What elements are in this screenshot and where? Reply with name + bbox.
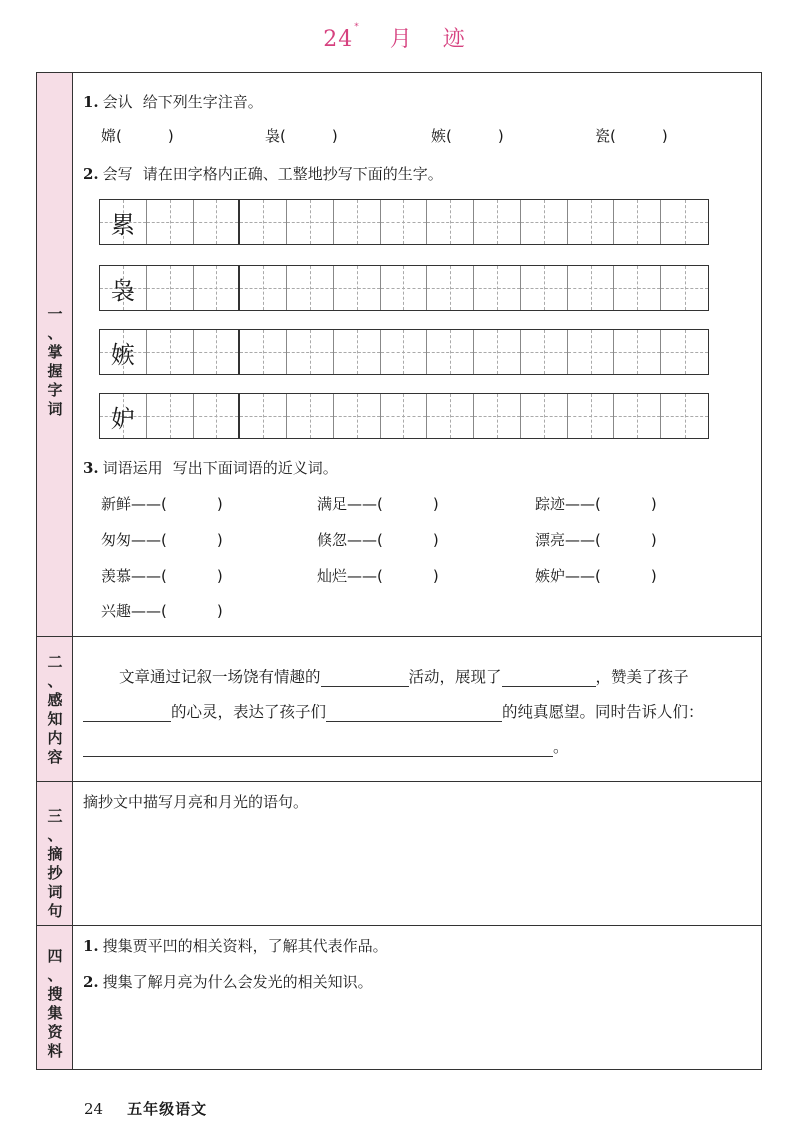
summary-line-2: 的心灵，表达了孩子们 的纯真愿望。同时告诉人们： <box>83 700 704 722</box>
blank-field[interactable] <box>321 670 409 687</box>
synonym-item: 踪迹——( ) <box>535 495 657 513</box>
blank-field[interactable] <box>326 705 502 722</box>
tianzige-row <box>99 265 709 311</box>
synonym-item: 兴趣——( ) <box>101 602 223 620</box>
lesson-title <box>0 22 800 53</box>
model-char: 妒 <box>110 404 135 433</box>
section-3-label: 三 、 摘 抄 词 句 <box>47 807 63 920</box>
tianzige-row <box>99 199 709 245</box>
section-1-label: 一 、 掌 握 字 词 <box>47 305 63 418</box>
worksheet-frame <box>36 72 762 1070</box>
research-item-2: 2. 搜集了解月亮为什么会发光的相关知识。 <box>83 973 373 991</box>
blank-field[interactable] <box>83 705 171 722</box>
section-4-label: 四 、 搜 集 资 料 <box>47 947 63 1060</box>
subject-label: 五年级语文 <box>127 1100 208 1118</box>
section-sidebar <box>37 73 73 1069</box>
question-1: 1. 会认 给下列生字注音。 <box>83 93 263 111</box>
research-item-1: 1. 搜集贾平凹的相关资料，了解其代表作品。 <box>83 937 388 955</box>
tianzige-row <box>99 329 709 375</box>
summary-line-1: 文章通过记叙一场饶有情趣的 活动，展现了 ，赞美了孩子 <box>119 668 689 686</box>
blank-field[interactable] <box>502 670 596 687</box>
page-number: 24 <box>84 1100 104 1118</box>
synonym-item: 羡慕——( ) <box>101 567 223 585</box>
summary-line-3: 。 <box>83 735 569 757</box>
excerpt-prompt: 摘抄文中描写月亮和月光的语句。 <box>83 793 309 811</box>
model-char: 累 <box>110 210 135 239</box>
lesson-number: 24 <box>323 27 354 52</box>
tianzige-row <box>99 393 709 439</box>
synonym-item: 新鲜——( ) <box>101 495 223 513</box>
question-2: 2. 会写 请在田字格内正确、工整地抄写下面的生字。 <box>83 165 443 183</box>
model-char: 嫉 <box>110 340 135 369</box>
synonym-item: 漂亮——( ) <box>535 531 657 549</box>
blank-field[interactable] <box>83 740 553 757</box>
lesson-mark: * <box>354 22 360 32</box>
synonym-item: 灿烂——( ) <box>317 567 439 585</box>
synonym-item: 倏忽——( ) <box>317 531 439 549</box>
lesson-name: 月 迹 <box>389 27 477 52</box>
worksheet-content <box>73 73 761 1069</box>
model-char: 袅 <box>110 276 135 305</box>
page-footer <box>84 1098 207 1119</box>
synonym-item: 匆匆——( ) <box>101 531 223 549</box>
synonym-item: 满足——( ) <box>317 495 439 513</box>
section-2-label: 二 、 感 知 内 容 <box>47 653 63 766</box>
synonym-item: 嫉妒——( ) <box>535 567 657 585</box>
pinyin-row: 嫦( ) 袅( ) 嫉( ) 瓷( ) <box>101 127 668 145</box>
question-3: 3. 词语运用 写出下面词语的近义词。 <box>83 459 338 477</box>
